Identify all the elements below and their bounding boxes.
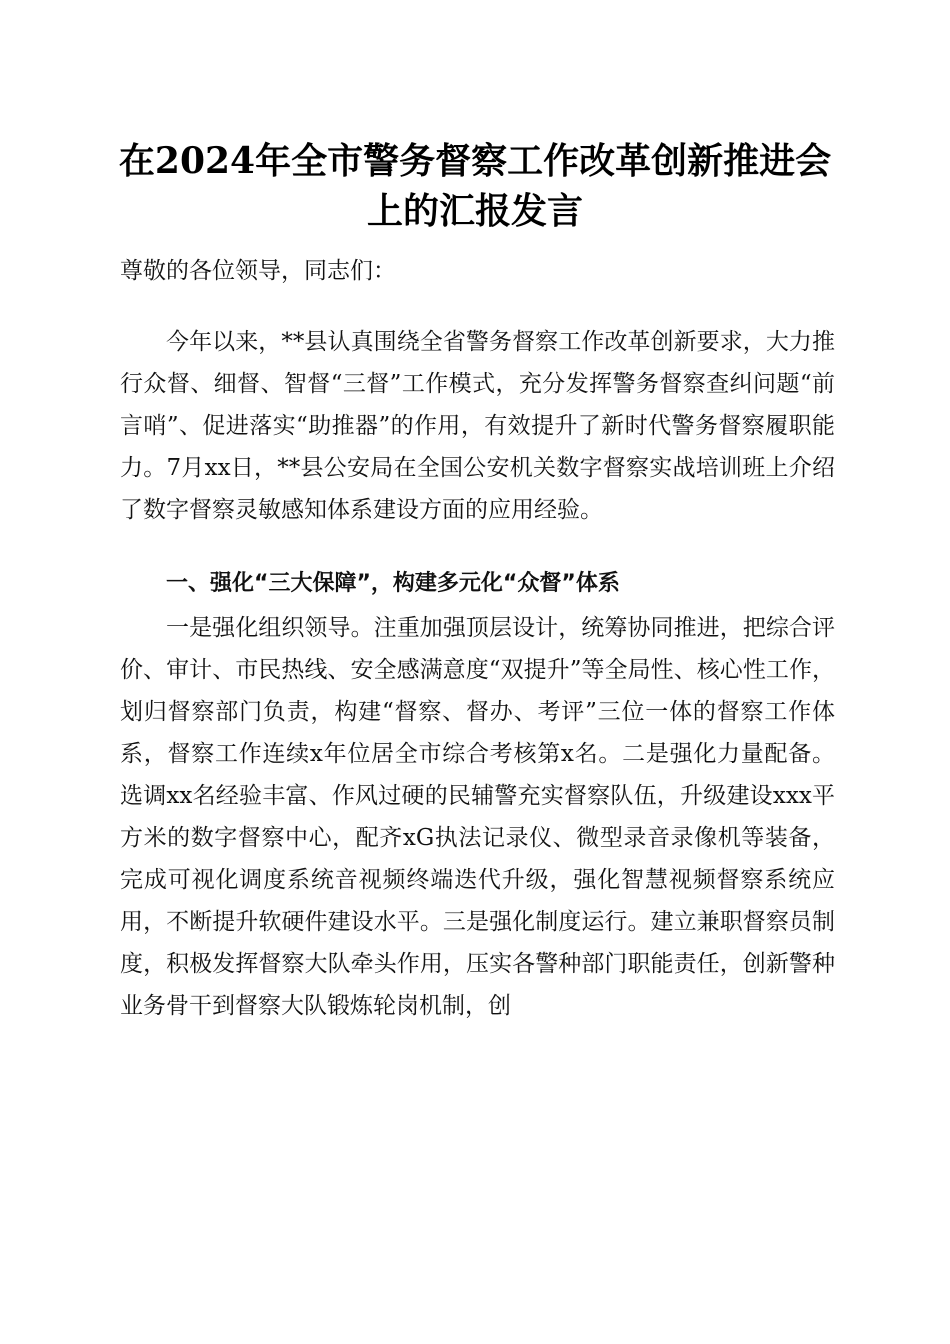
document-title-line-1: 在2024年全市警务督察工作改革创新推进会 [118, 140, 832, 182]
paragraph-intro: 今年以来，**县认真围绕全省警务督察工作改革创新要求，大力推行众督、细督、智督“三督”工作模式，充分发挥警务督察查纠问题“前言哨”、促进落实“助推器”的作用，有效提升了新时代警务督察履职能力。7月xx日，**县公安局在全国公安机关数字督察实战培训班上介绍了数字督察灵敏感知体系建设方面的应用经验。 [120, 329, 835, 523]
paragraph-section-1: 一是强化组织领导。注重加强顶层设计，统筹协同推进，把综合评价、审计、市民热线、安全感满意度“双提升”等全局性、核心性工作，划归督察部门负责，构建“督察、督办、考评”三位一体的督察工作体系，督察工作连续x年位居全市综合考核第x名。二是强化力量配备。选调xx名经验丰富、作风过硬的民辅警充实督察队伍，升级建设xxx平方米的数字督察中心，配齐xG执法记录仪、微型录音录像机等装备，完成可视化调度系统音视频终端迭代升级，强化智慧视频督察系统应用，不断提升软硬件建设水平。三是强化制度运行。建立兼职督察员制度，积极发挥督察大队牵头作用，压实各警种部门职能责任，创新警种业务骨干到督察大队锻炼轮岗机制，创 [120, 615, 835, 1019]
salutation: 尊敬的各位领导，同志们： [120, 258, 396, 284]
section-heading-1: 一、强化“三大保障”，构建多元化“众督”体系 [166, 571, 620, 596]
document-title-line-2: 上的汇报发言 [366, 190, 583, 232]
